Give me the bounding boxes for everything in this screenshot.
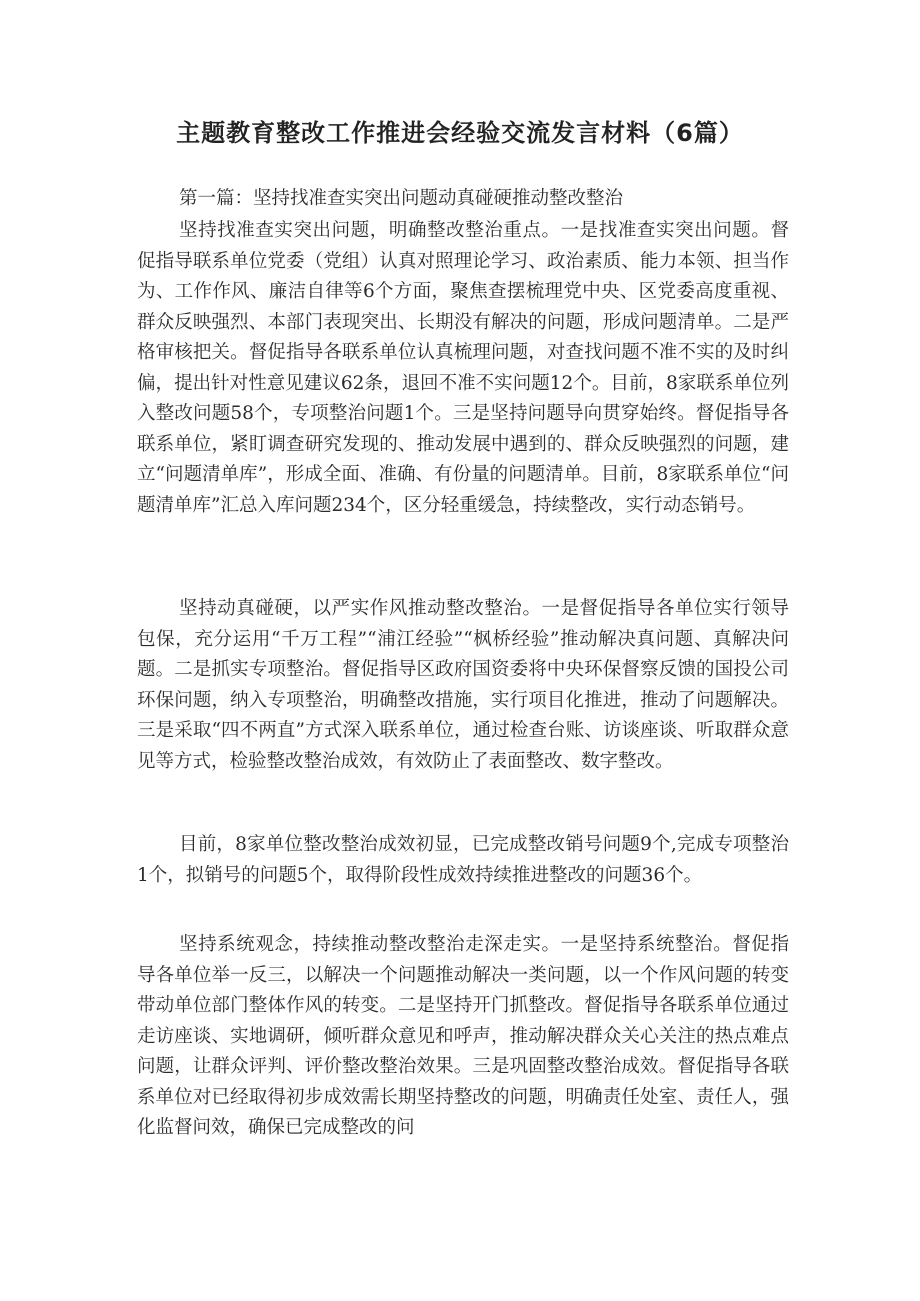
- paragraph-4: 坚持系统观念，持续推动整改整治走深走实。一是坚持系统整治。督促指导各单位举一反三，以解决一个问题推动解决一类问题，以一个作风问题的转变带动单位部门整体作风的转变。二是坚持开门抓整改。督促指导各联系单位通过走访座谈、实地调研，倾听群众意见和呼声，推动解决群众关心关注的热点难点问题，让群众评判、评价整改整治效果。三是巩固整改整治成效。督促指导各联系单位对已经取得初步成效需长期坚持整改的问题，明确责任处室、责任人，强化监督问效，确保已完成整改的问: [137, 934, 789, 1138]
- section-heading: 第一篇：坚持找准查实突出问题动真碰硬推动整改整治: [179, 188, 624, 209]
- paragraph-2: 坚持动真碰硬，以严实作风推动整改整治。一是督促指导各单位实行领导包保，充分运用“千万工程”“浦江经验”“枫桥经验”推动解决真问题、真解决问题。二是抓实专项整治。督促指导区政府国资委将中央环保督察反馈的国投公司环保问题，纳入专项整治，明确整改措施，实行项目化推进，推动了问题解决。三是采取“四不两直”方式深入联系单位，通过检查台账、访谈座谈、听取群众意见等方式，检验整改整治成效，有效防止了表面整改、数字整改。: [137, 598, 789, 772]
- document-title: 主题教育整改工作推进会经验交流发言材料（6篇）: [176, 119, 744, 147]
- paragraph-3: 目前，8家单位整改整治成效初显，已完成整改销号问题9个,完成专项整治1个，拟销号的问题5个，取得阶段性成效持续推进整改的问题36个。: [137, 834, 789, 886]
- paragraph-1: 坚持找准查实突出问题，明确整改整治重点。一是找准查实突出问题。督促指导联系单位党委（党组）认真对照理论学习、政治素质、能力本领、担当作为、工作作风、廉洁自律等6个方面，聚焦查摆梳理党中央、区党委高度重视、群众反映强烈、本部门表现突出、长期没有解决的问题，形成问题清单。二是严格审核把关。督促指导各联系单位认真梳理问题，对查找问题不准不实的及时纠偏，提出针对性意见建议62条，退回不准不实问题12个。目前，8家联系单位列入整改问题58个，专项整治问题1个。三是坚持问题导向贯穿始终。督促指导各联系单位，紧盯调查研究发现的、推动发展中遇到的、群众反映强烈的问题，建立“问题清单库”，形成全面、准确、有份量的问题清单。目前，8家联系单位“问题清单库”汇总入库问题234个，区分轻重缓急，持续整改，实行动态销号。: [137, 220, 789, 516]
